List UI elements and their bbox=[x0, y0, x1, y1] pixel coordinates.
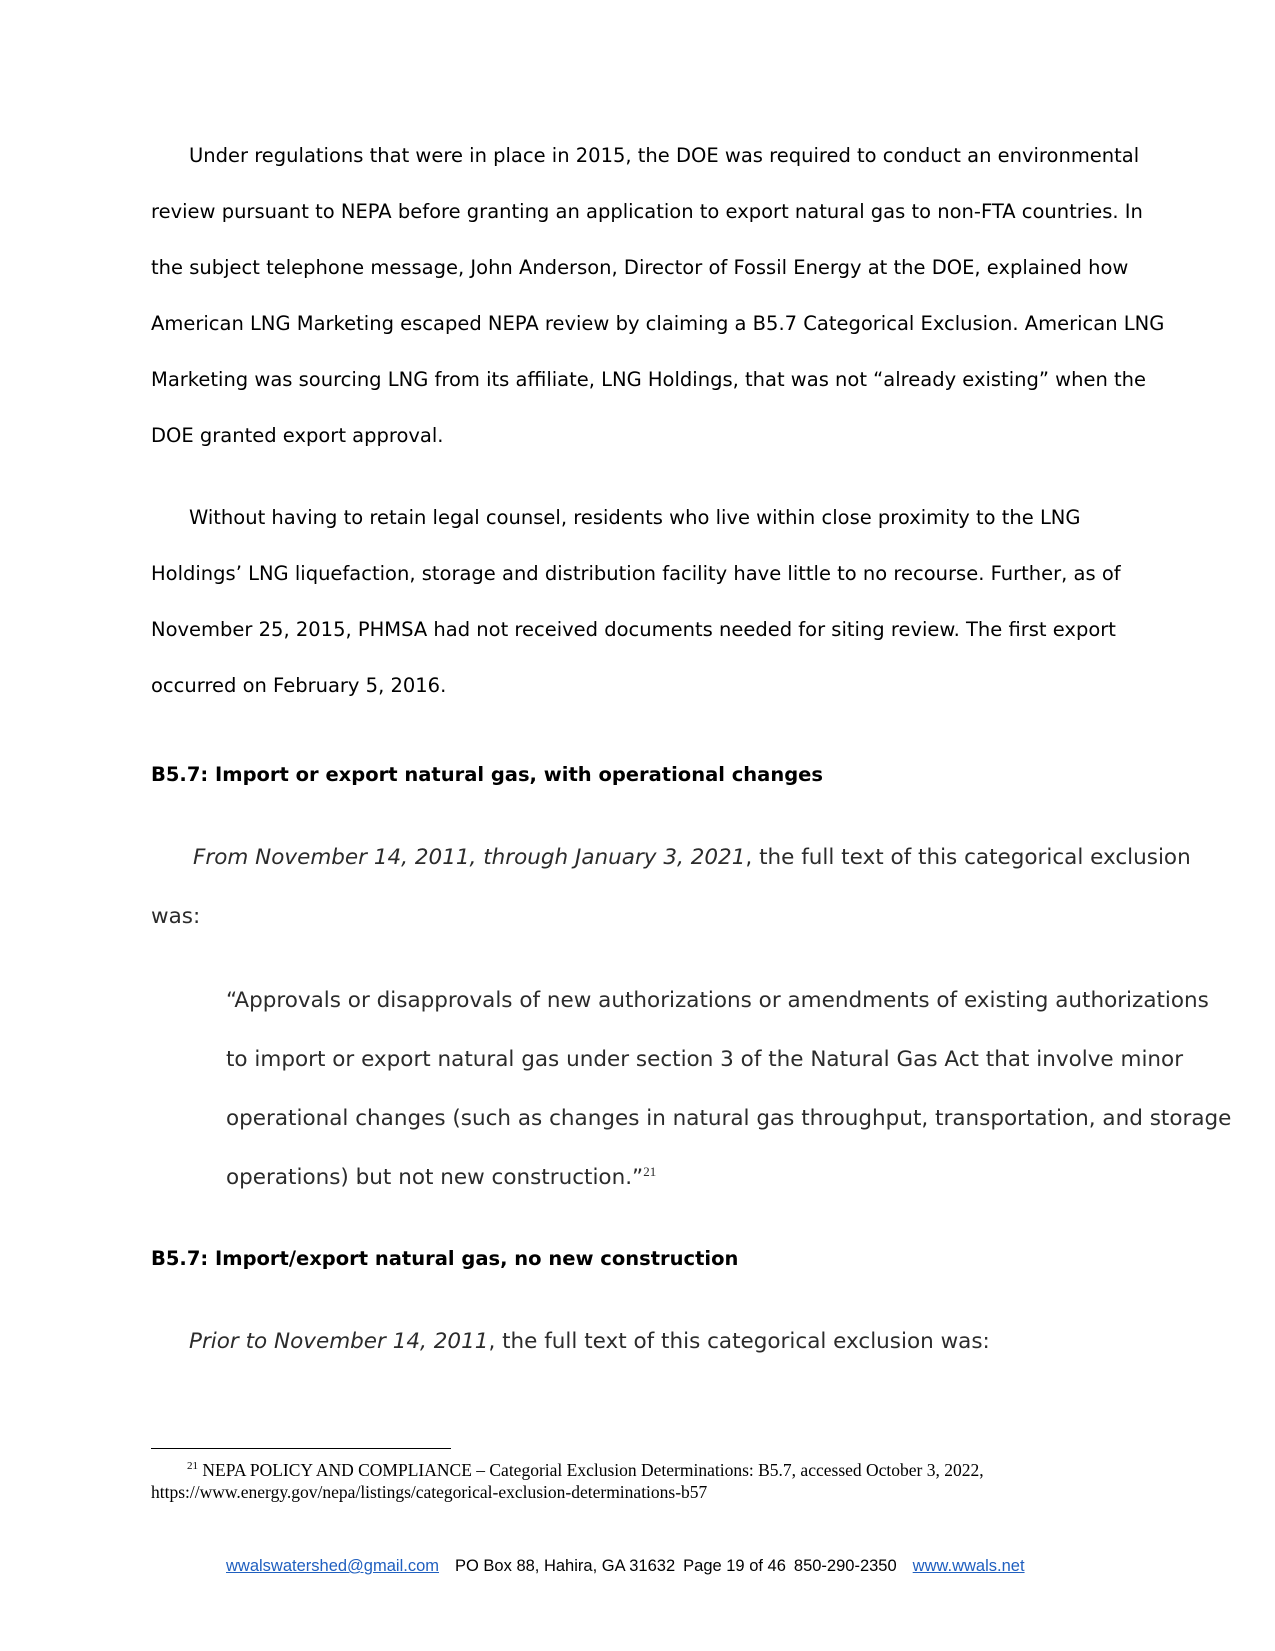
section-heading-operational-changes: B5.7: Import or export natural gas, with operational changes bbox=[151, 763, 823, 786]
paragraph-line: DOE granted export approval. bbox=[151, 424, 444, 447]
footnote-line bbox=[151, 1459, 1151, 1481]
footnote-citation: NEPA POLICY AND COMPLIANCE – Categorial Exclusion Determinations: B5.7, accessed October 3, 2022, bbox=[202, 1460, 984, 1480]
paragraph-line: November 25, 2015, PHMSA had not received documents needed for siting review. The first export bbox=[151, 618, 1116, 641]
section1-intro-continuation: was: bbox=[151, 904, 201, 929]
quote-line: “Approvals or disapprovals of new authorizations or amendments of existing authorizations bbox=[226, 988, 1209, 1013]
paragraph-line: Without having to retain legal counsel, residents who live within close proximity to the LNG bbox=[189, 506, 1081, 529]
quote-line bbox=[226, 1163, 657, 1190]
section1-intro bbox=[193, 847, 1191, 869]
section2-intro-date: Prior to November 14, 2011 bbox=[189, 1329, 489, 1354]
paragraph-line: the subject telephone message, John Anderson, Director of Fossil Energy at the DOE, explained how bbox=[151, 256, 1129, 279]
section1-intro-text: , the full text of this categorical exclusion bbox=[745, 845, 1191, 870]
footer-email-link[interactable]: wwalswatershed@gmail.com bbox=[226, 1557, 439, 1575]
footnote bbox=[151, 1459, 1151, 1503]
footer-address: PO Box 88, Hahira, GA 31632 bbox=[455, 1557, 676, 1575]
section1-intro-date-range: From November 14, 2011, through January 3, 2021 bbox=[193, 845, 746, 870]
paragraph-line: Holdings’ LNG liquefaction, storage and distribution facility have little to no recourse. Further, as of bbox=[151, 562, 1121, 585]
section-heading-no-new-construction: B5.7: Import/export natural gas, no new construction bbox=[151, 1247, 739, 1270]
paragraph-line: occurred on February 5, 2016. bbox=[151, 674, 447, 697]
section2-intro-text: , the full text of this categorical exclusion was: bbox=[488, 1329, 990, 1354]
footnote-reference[interactable]: 21 bbox=[643, 1163, 657, 1179]
footnote-number: 21 bbox=[187, 1460, 198, 1473]
quote-line: to import or export natural gas under section 3 of the Natural Gas Act that involve minor bbox=[226, 1047, 1184, 1072]
footer-phone: 850-290-2350 bbox=[793, 1557, 897, 1575]
paragraph-line: American LNG Marketing escaped NEPA review by claiming a B5.7 Categorical Exclusion. American LNG bbox=[151, 312, 1165, 335]
footnote-separator bbox=[151, 1448, 451, 1449]
footer-website-link[interactable]: www.wwals.net bbox=[912, 1557, 1025, 1575]
paragraph-line: Marketing was sourcing LNG from its affiliate, LNG Holdings, that was not “already existing” when the bbox=[151, 368, 1147, 391]
paragraph-line: Under regulations that were in place in 2015, the DOE was required to conduct an environmental bbox=[189, 144, 1140, 167]
paragraph-line: review pursuant to NEPA before granting an application to export natural gas to non-FTA countries. In bbox=[151, 200, 1143, 223]
section2-intro bbox=[189, 1331, 990, 1353]
quote-line-text: operations) but not new construction.” bbox=[226, 1165, 644, 1190]
quote-line: operational changes (such as changes in natural gas throughput, transportation, and storage bbox=[226, 1106, 1232, 1131]
footer-page-number: Page 19 of 46 bbox=[683, 1557, 786, 1575]
page-footer bbox=[226, 1558, 1025, 1575]
footnote-url[interactable]: https://www.energy.gov/nepa/listings/categorical-exclusion-determinations-b57 bbox=[151, 1482, 708, 1502]
